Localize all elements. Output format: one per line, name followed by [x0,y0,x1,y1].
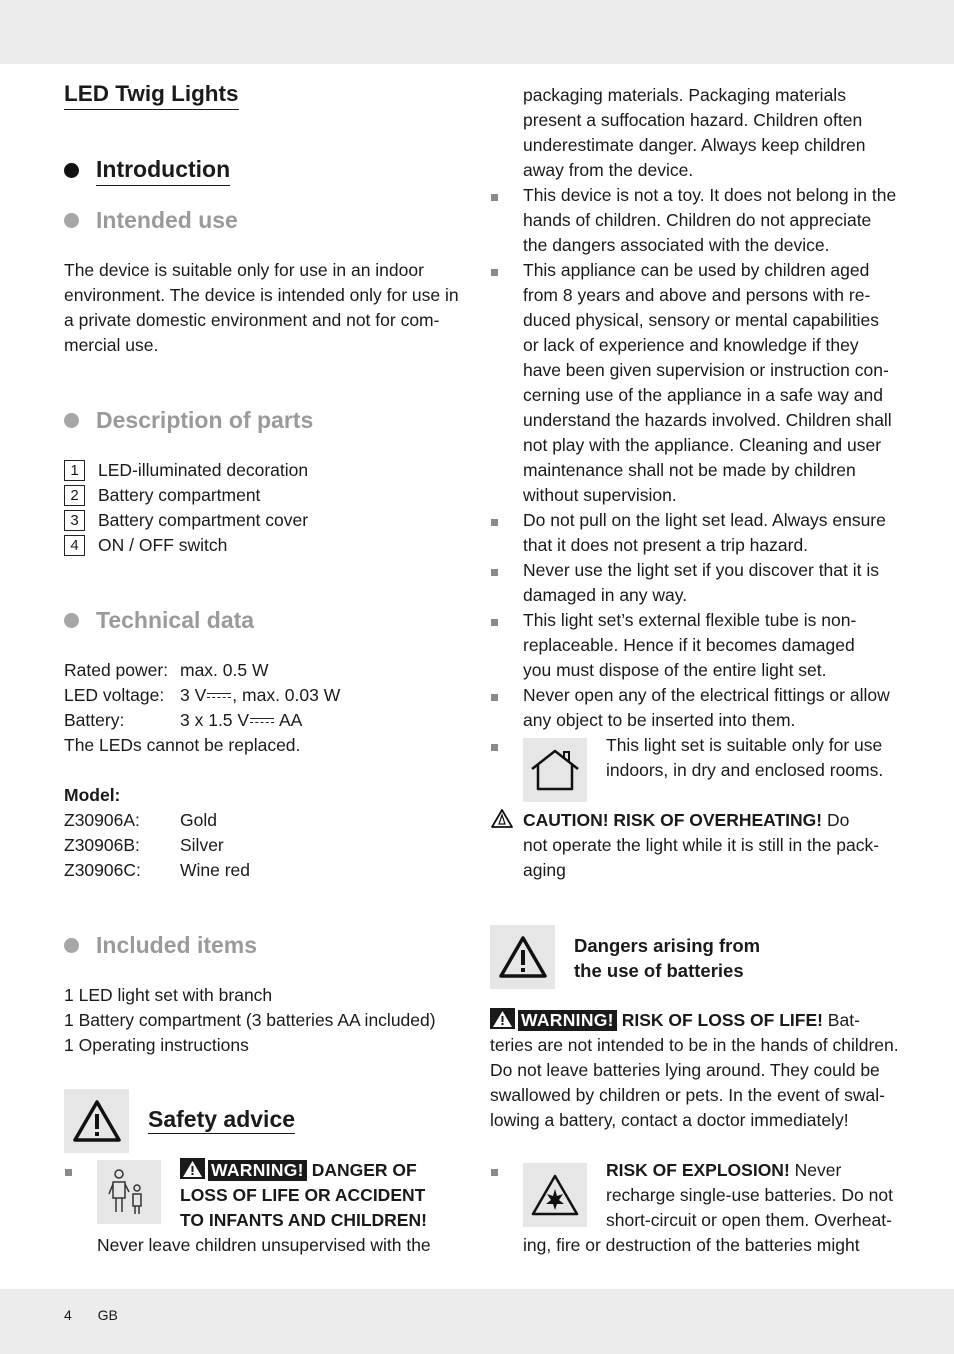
model-heading [64,783,340,808]
text-line: duced physical, sensory or mental capabilities [523,310,880,330]
list-item [64,508,308,533]
text-line: replaceable. Hence if it becomes damaged [523,635,855,655]
parts-heading [64,405,313,435]
text-line: lowing a battery, contact a doctor immediately! [490,1110,849,1130]
list-bullet-icon [491,519,498,526]
text-line: teries are not intended to be in the hands of children. [490,1035,899,1055]
model-color: Gold [180,810,217,830]
model-color: Silver [180,835,224,855]
text-line: a private domestic environment and not for com- [64,310,440,330]
text-line [523,808,903,833]
list-bullet-icon [491,744,498,751]
table-row [64,708,340,733]
text-line: not operate the light while it is still in the pack- [523,835,880,855]
technical-note [64,733,340,758]
indoor-use-icon [523,738,587,802]
safety-bullet [523,558,903,608]
text-line [606,1158,906,1183]
danger-text-line: Never leave children unsupervised with the [97,1235,431,1255]
language-code: GB [97,1307,118,1323]
spec-value [180,708,302,733]
part-label: ON / OFF switch [98,535,228,555]
model-color: Wine red [180,860,251,880]
text-line: Do not leave batteries lying around. They could be [490,1060,880,1080]
part-label: Battery compartment [98,485,261,505]
spec-value-part: 3 x 1.5 V [180,710,250,730]
introduction-label: Introduction [96,154,230,186]
explosion-text: Never [789,1160,842,1180]
text-line: The device is suitable only for use in an indoor [64,260,424,280]
model-heading-text: Model: [64,785,121,805]
footer [64,1303,118,1327]
list-bullet-icon [491,269,498,276]
bottom-band [0,1289,954,1354]
danger-block [180,1158,470,1233]
dc-symbol-icon [250,717,274,726]
text-line: This appliance can be used by children aged [523,260,870,280]
technical-heading [64,605,254,635]
spec-key: Rated power: [64,660,169,680]
list-bullet-icon [491,619,498,626]
text-line: Never use the light set if you discover that it is [523,560,879,580]
table-row [64,833,340,858]
danger-line [180,1158,470,1183]
part-number: 1 [64,460,85,481]
included-label: Included items [96,932,258,958]
safety-bullet [523,508,903,558]
intended-use-heading [64,205,238,235]
safety-heading: Safety advice [148,1106,296,1132]
spec-value-part: , max. 0.03 W [232,685,341,705]
text-line: environment. The device is intended only for use in [64,285,459,305]
text-line: you must dispose of the entire light set. [523,660,827,680]
safety-bullet [523,183,903,258]
text-line: from 8 years and above and persons with re- [523,285,871,305]
list-bullet-icon [65,1169,72,1176]
text-line: that it does not present a trip hazard. [523,535,809,555]
text-line: have been given supervision or instruction con- [523,360,889,380]
list-item [64,533,308,558]
text-line: present a suffocation hazard. Children often [523,110,863,130]
warning-triangle-icon [498,935,548,979]
model-code: Z30906A: [64,810,140,830]
intended-use-label: Intended use [96,207,238,233]
text-line: maintenance shall not be made by children [523,460,856,480]
explosion-last-line: ing, fire or destruction of the batteries might [523,1235,860,1255]
safety-bullet [523,608,903,683]
spec-value: max. 0.5 W [180,660,269,680]
batteries-warning-icon [490,925,555,989]
text-line: Do not pull on the light set lead. Always ensure [523,510,886,530]
model-code: Z30906C: [64,860,141,880]
list-item [64,458,308,483]
spec-value [180,683,340,708]
continued-text [523,83,903,183]
text-line: indoors, in dry and enclosed rooms. [606,760,884,780]
list-item: 1 Operating instructions [64,1035,249,1055]
list-item: 1 Battery compartment (3 batteries AA included) [64,1010,436,1030]
explosion-block [606,1158,906,1233]
top-band [0,0,954,64]
text-line: short-circuit or open them. Overheat- [606,1210,892,1230]
explosion-icon [530,1173,580,1217]
list-bullet-icon [491,1169,498,1176]
text-line [490,1008,900,1033]
intended-use-text [64,258,464,358]
text-line: swallowed by children or pets. In the event of swal- [490,1085,885,1105]
parts-list [64,458,308,558]
safety-bullet [523,683,903,733]
list-bullet-icon [491,194,498,201]
text-line: the dangers associated with the device. [523,235,830,255]
spec-value-part: AA [275,710,303,730]
text-line: or lack of experience and knowledge if they [523,335,859,355]
table-row [64,808,340,833]
safety-warning-icon [64,1089,129,1153]
text-line: not play with the appliance. Cleaning and user [523,435,882,455]
heading-bullet-icon [64,213,79,228]
text-line: away from the device. [523,160,694,180]
model-code: Z30906B: [64,835,140,855]
parts-label: Description of parts [96,407,314,433]
danger-text: DANGER OF [311,1160,417,1180]
list-bullet-icon [491,694,498,701]
text-line: This device is not a toy. It does not belong in the [523,185,897,205]
doc-title-wrap [64,80,239,110]
explosion-hazard-icon [523,1163,587,1227]
child-icon [107,1166,151,1218]
heading-line: the use of batteries [574,960,744,981]
explosion-heading: RISK OF EXPLOSION! [606,1160,790,1180]
text-line: Never open any of the electrical fittings or allow [523,685,890,705]
risk-text: Bat- [822,1010,860,1030]
safety-heading-wrap [148,1104,295,1134]
text-line: understand the hazards involved. Children shall [523,410,892,430]
text-line: This light set’s external flexible tube is non- [523,610,857,630]
danger-line: LOSS OF LIFE OR ACCIDENT [180,1185,426,1205]
part-number: 2 [64,485,85,506]
heading-bullet-icon [64,163,79,178]
list-item [64,483,308,508]
text-line: underestimate danger. Always keep children [523,135,866,155]
safety-bullet [523,258,903,508]
danger-line: TO INFANTS AND CHILDREN! [180,1210,427,1230]
spec-key: LED voltage: [64,685,165,705]
text-line: This light set is suitable only for use [606,735,883,755]
list-item: 1 LED light set with branch [64,985,273,1005]
part-number: 4 [64,535,85,556]
warning-icon [180,1158,205,1179]
caution-warning-icon [490,808,514,829]
text-line: packaging materials. Packaging materials [523,85,846,105]
caution-heading: CAUTION! RISK OF OVERHEATING! [523,810,823,830]
text-line: cerning use of the appliance in a safe way and [523,385,883,405]
text-line: without supervision. [523,485,677,505]
child-hazard-icon [97,1160,161,1224]
warning-triangle-icon [72,1099,122,1143]
heading-bullet-icon [64,938,79,953]
caution-block [523,808,903,883]
heading-bullet-icon [64,613,79,628]
house-icon [528,747,582,793]
spec-value-part: 3 V [180,685,207,705]
heading-bullet-icon [64,413,79,428]
technical-label: Technical data [96,607,255,633]
page-number: 4 [64,1307,72,1323]
part-label: Battery compartment cover [98,510,309,530]
text-line: recharge single-use batteries. Do not [606,1185,893,1205]
text-line: damaged in any way. [523,585,688,605]
note-text: The LEDs cannot be replaced. [64,735,301,755]
text-line: hands of children. Children do not appreciate [523,210,872,230]
included-list [64,983,436,1058]
text-line: aging [523,860,566,880]
text-line: any object to be inserted into them. [523,710,796,730]
part-label: LED-illuminated decoration [98,460,309,480]
table-row [64,658,340,683]
doc-title: LED Twig Lights [64,80,239,110]
warning-icon [490,1008,515,1029]
risk-heading: RISK OF LOSS OF LIFE! [621,1010,823,1030]
risk-block [490,1008,900,1133]
spec-key: Battery: [64,710,125,730]
warning-label: WARNING! [518,1010,617,1031]
warning-label: WARNING! [208,1160,307,1181]
dc-symbol-icon [207,692,231,701]
introduction-heading [64,154,230,186]
list-bullet-icon [491,569,498,576]
included-heading [64,930,257,960]
technical-table [64,658,340,883]
heading-line: Dangers arising from [574,935,761,956]
table-row [64,858,340,883]
part-number: 3 [64,510,85,531]
indoor-text [606,733,906,783]
table-row [64,683,340,708]
caution-text: Do [822,810,850,830]
batteries-heading [574,933,760,983]
text-line: mercial use. [64,335,159,355]
